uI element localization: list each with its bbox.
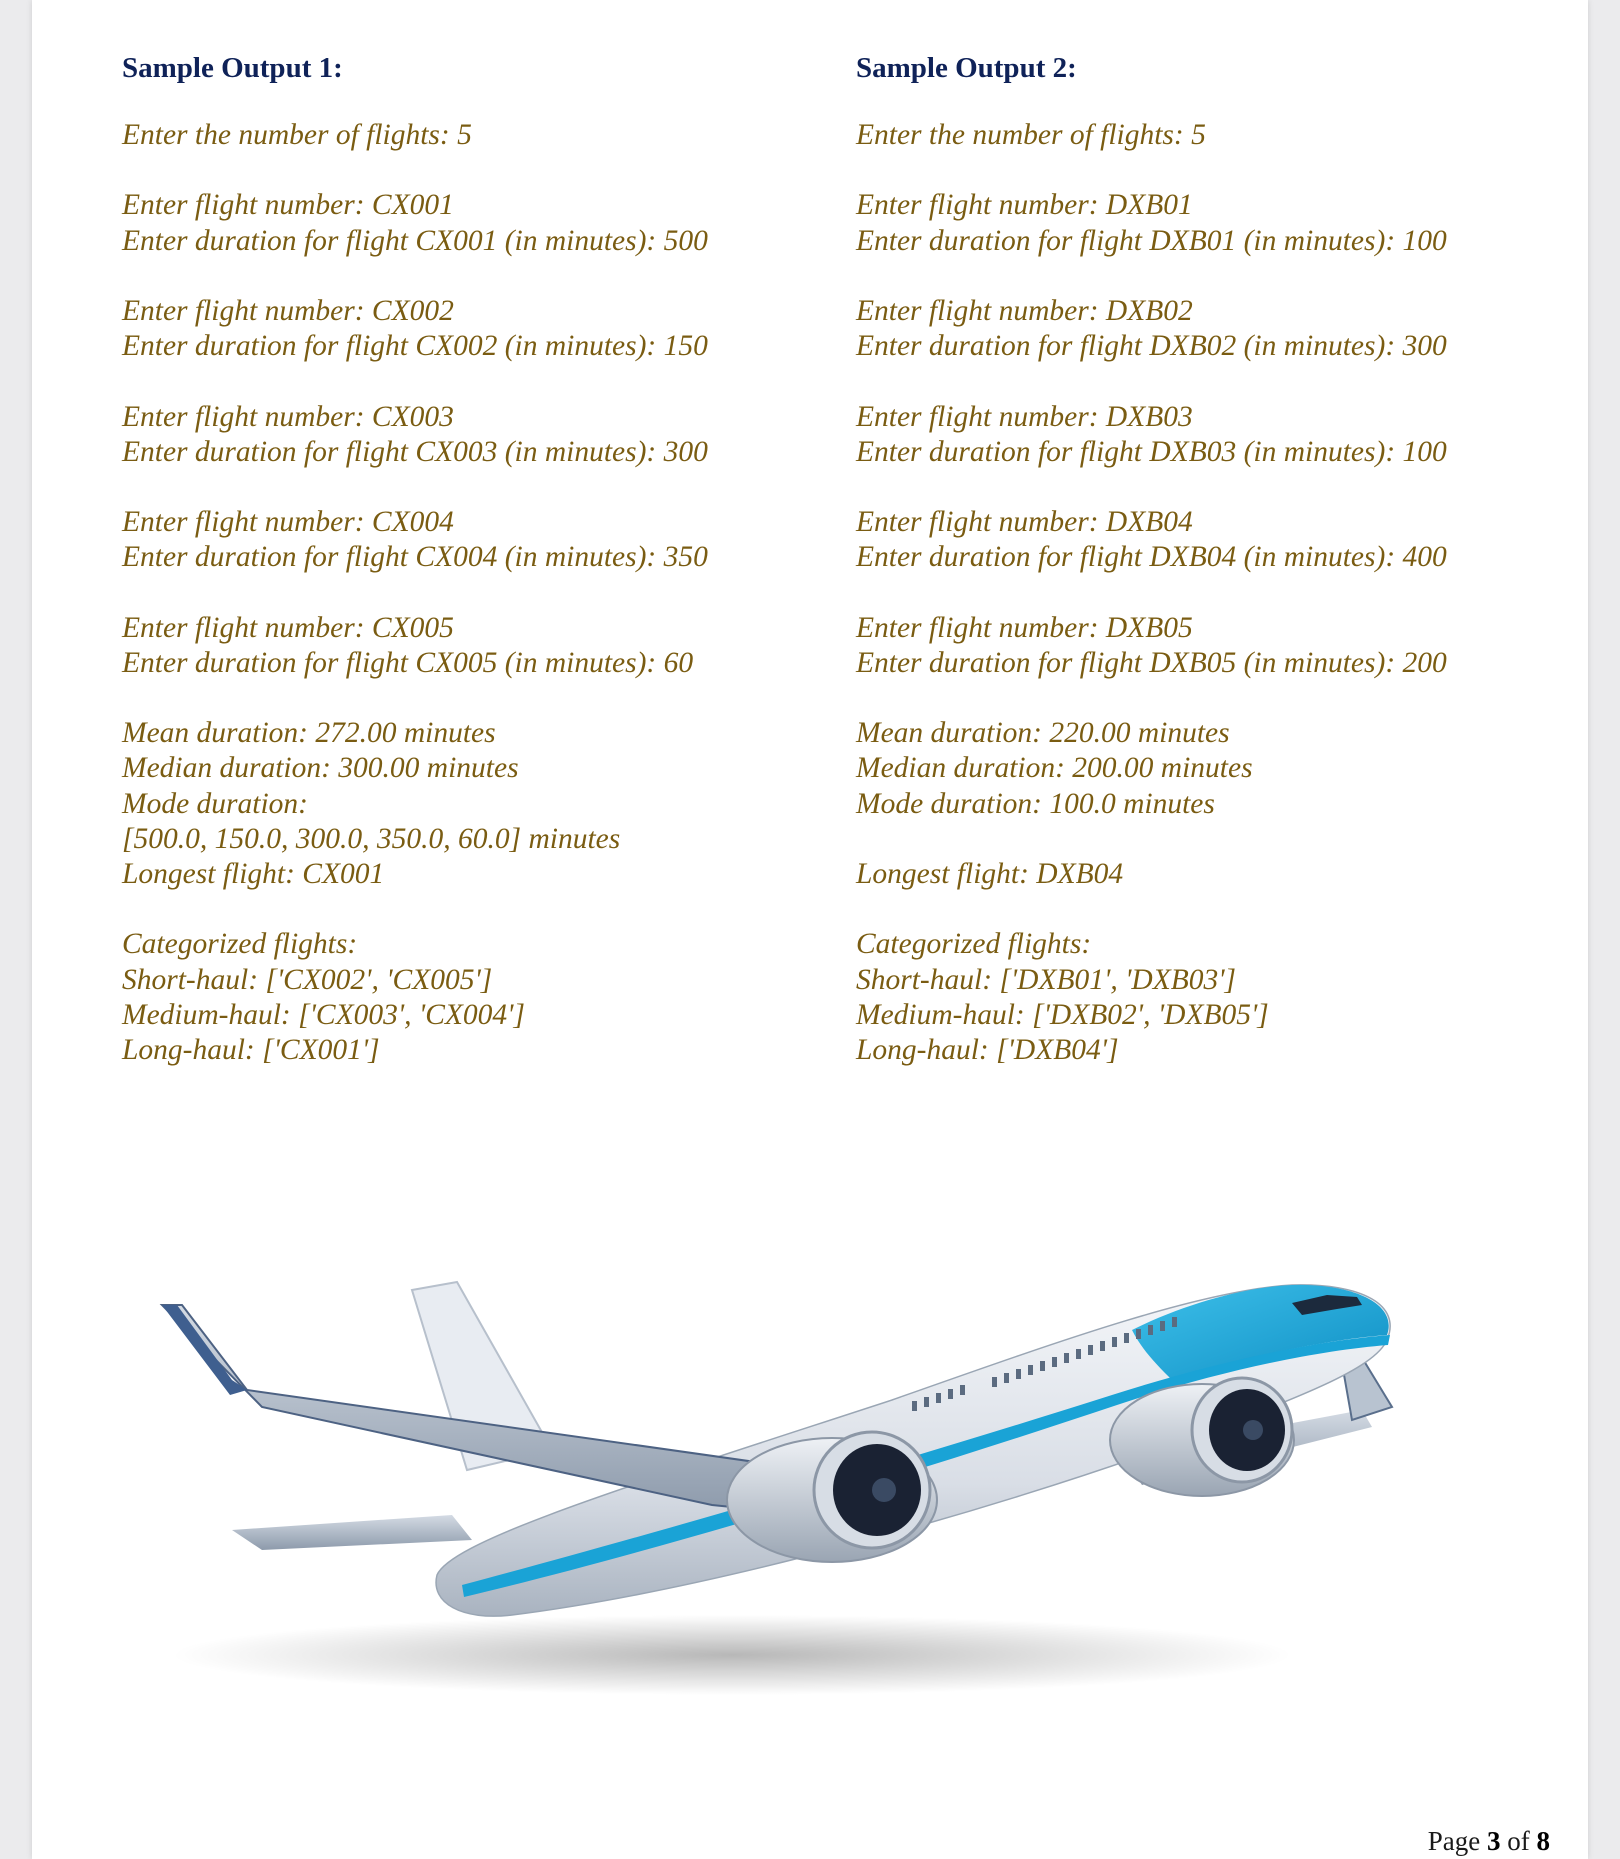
output-line: Medium-haul: ['DXB02', 'DXB05'] [856,998,1269,1031]
output-line: Categorized flights: [856,928,1092,961]
output-line: Enter duration for flight DXB05 (in minutes): 200 [856,646,1447,679]
output-line: Enter duration for flight CX004 (in minutes): 350 [122,541,708,574]
output-line: Enter flight number: CX003 [122,400,454,433]
output-line: Longest flight: DXB04 [856,857,1124,890]
output-line: Long-haul: ['DXB04'] [856,1033,1119,1066]
output-line: Median duration: 300.00 minutes [122,752,519,785]
blank-line [122,470,822,505]
output-line: Mode duration: 100.0 minutes [856,787,1215,820]
output-line: Enter flight number: DXB05 [856,611,1193,644]
blank-line [856,259,1556,294]
output-line: Short-haul: ['CX002', 'CX005'] [122,963,493,996]
output-line: Enter duration for flight CX001 (in minutes): 500 [122,224,708,257]
output-line: Enter duration for flight DXB03 (in minutes): 100 [856,435,1447,468]
blank-line [856,153,1556,188]
sample-output-1-lines [122,118,822,1068]
document-page [32,0,1588,1859]
output-line: Enter flight number: DXB02 [856,294,1193,327]
blank-line [856,575,1556,610]
near-winglet [162,1305,247,1395]
output-line: Enter duration for flight DXB02 (in minutes): 300 [856,330,1447,363]
page-number [1428,1823,1550,1859]
output-line: Median duration: 200.00 minutes [856,752,1253,785]
output-line: Mode duration: [122,787,308,820]
output-line: Enter flight number: CX004 [122,506,454,539]
blank-line [122,681,822,716]
blank-line [122,153,822,188]
sample-output-1-heading: Sample Output 1: [122,52,343,84]
airplane-illustration [112,1145,1432,1735]
output-line: Medium-haul: ['CX003', 'CX004'] [122,998,525,1031]
sample-output-2 [856,48,1556,1068]
output-line: Longest flight: CX001 [122,857,385,890]
blank-line [856,364,1556,399]
output-line: Long-haul: ['CX001'] [122,1033,380,1066]
output-line: Enter flight number: CX002 [122,294,454,327]
output-line: Enter flight number: DXB01 [856,189,1193,222]
output-line: Enter duration for flight CX005 (in minutes): 60 [122,646,694,679]
blank-line [856,822,1556,857]
output-line: Enter the number of flights: 5 [122,119,472,151]
blank-line [122,575,822,610]
blank-line [856,470,1556,505]
sample-output-2-lines [856,118,1556,1068]
output-line: Enter flight number: DXB04 [856,506,1193,539]
output-line: Short-haul: ['DXB01', 'DXB03'] [856,963,1237,996]
output-line: [500.0, 150.0, 300.0, 350.0, 60.0] minutes [122,822,621,855]
output-line: Enter duration for flight DXB04 (in minutes): 400 [856,541,1447,574]
plane-shadow [172,1615,1292,1695]
tail-stabilizer [232,1515,472,1550]
output-line: Enter flight number: CX005 [122,611,454,644]
output-line: Enter the number of flights: 5 [856,119,1206,151]
output-line: Enter flight number: DXB03 [856,400,1193,433]
output-line: Enter duration for flight CX002 (in minutes): 150 [122,330,708,363]
output-line: Enter flight number: CX001 [122,189,454,222]
page-current: 3 [1487,1826,1501,1856]
page-prefix: Page [1427,1826,1487,1856]
output-line: Enter duration for flight CX003 (in minutes): 300 [122,435,708,468]
blank-line [122,892,822,927]
output-line: Categorized flights: [122,928,358,961]
page-total: 8 [1536,1826,1550,1856]
sample-output-2-heading: Sample Output 2: [856,52,1077,84]
blank-line [856,892,1556,927]
output-line: Mean duration: 220.00 minutes [856,717,1230,750]
sample-output-1 [122,48,822,1068]
output-line: Enter duration for flight DXB01 (in minutes): 100 [856,224,1447,257]
blank-line [122,364,822,399]
blank-line [856,681,1556,716]
output-line: Mean duration: 272.00 minutes [122,717,496,750]
blank-line [122,259,822,294]
page-middle: of [1500,1826,1537,1856]
